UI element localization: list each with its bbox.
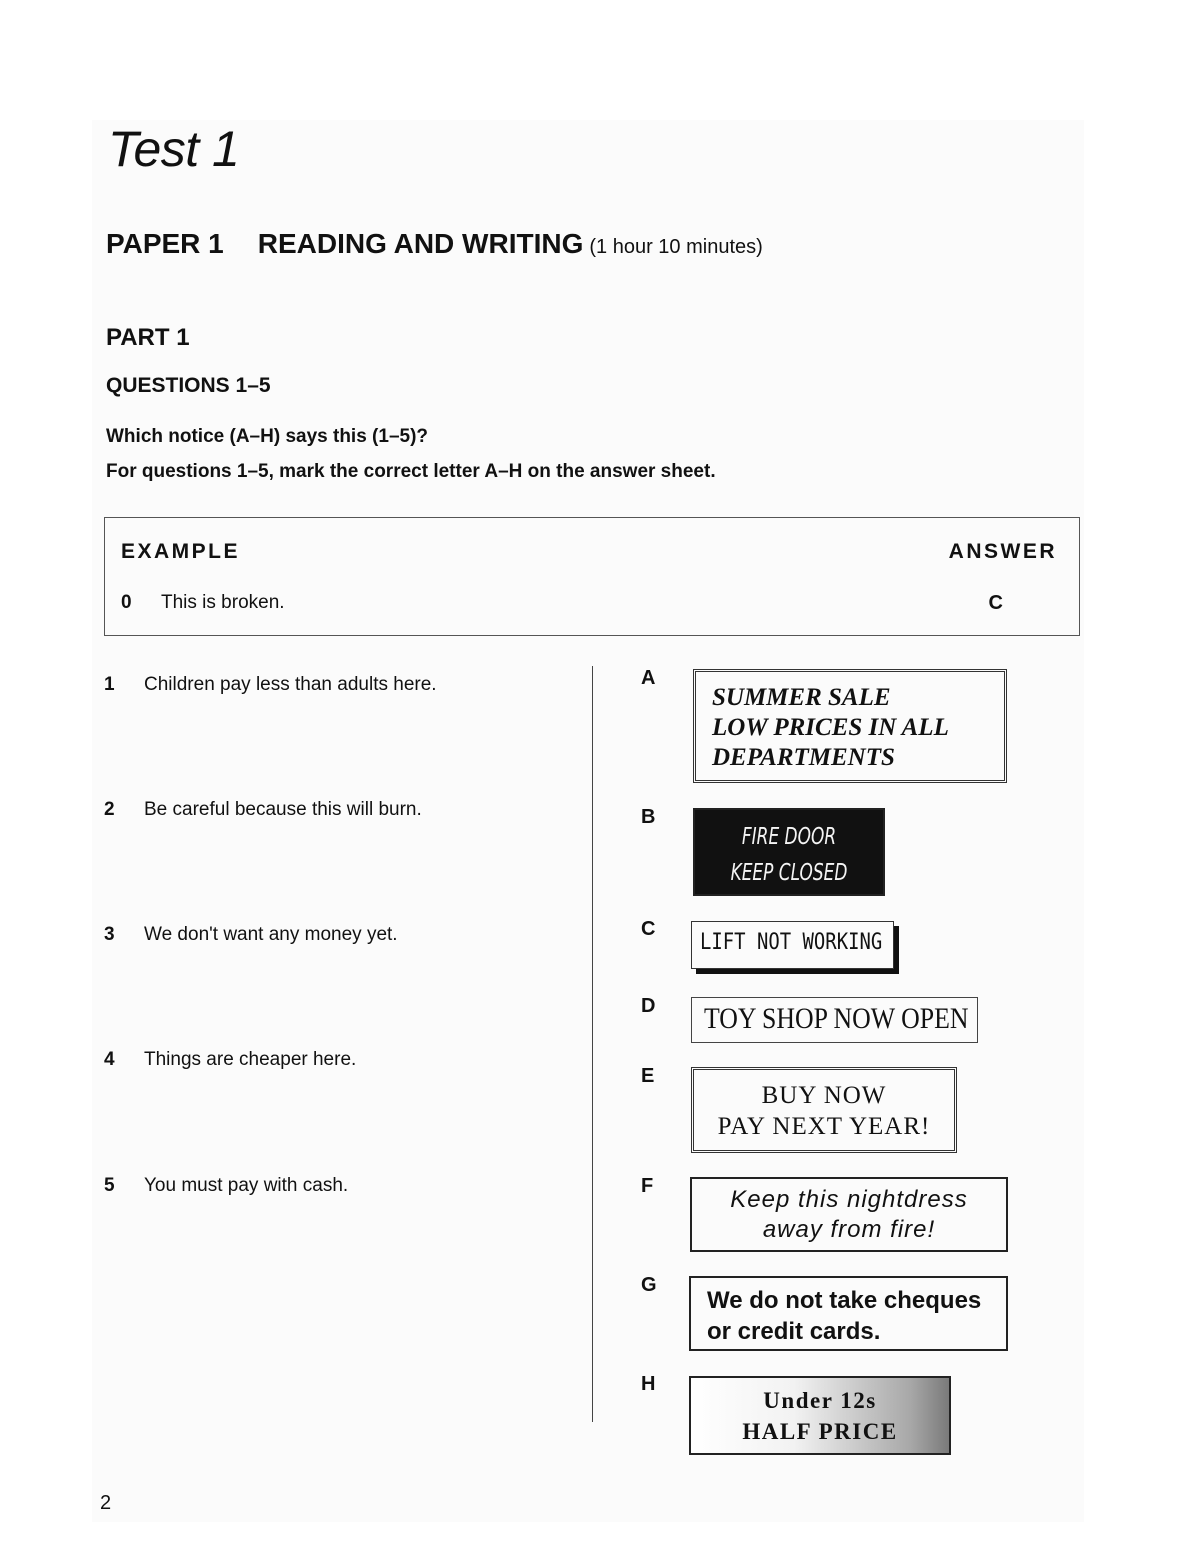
notice-c bbox=[691, 921, 894, 969]
notice-letter: C bbox=[641, 918, 656, 940]
notice-e bbox=[691, 1067, 957, 1153]
column-divider bbox=[592, 666, 593, 1422]
example-label: EXAMPLE bbox=[121, 540, 241, 563]
question-number: 5 bbox=[104, 1175, 115, 1196]
paper-name: READING AND WRITING bbox=[257, 228, 584, 259]
example-box bbox=[104, 517, 1080, 636]
notice-line: DEPARTMENTS bbox=[712, 744, 895, 771]
notice-h bbox=[689, 1376, 951, 1455]
paper-number: PAPER 1 bbox=[106, 228, 224, 259]
page-title: Test 1 bbox=[108, 121, 240, 177]
question-number: 1 bbox=[104, 674, 115, 695]
paper-heading bbox=[106, 228, 763, 260]
question-number: 4 bbox=[104, 1049, 115, 1070]
instruction-line: For questions 1–5, mark the correct letter A–H on the answer sheet. bbox=[106, 461, 716, 482]
notice-line: HALF PRICE bbox=[742, 1419, 898, 1444]
notice-g bbox=[689, 1276, 1008, 1351]
notice-letter: G bbox=[641, 1274, 657, 1296]
notice-letter: E bbox=[641, 1065, 655, 1087]
question-number: 2 bbox=[104, 799, 115, 820]
question-item bbox=[104, 1175, 348, 1197]
question-item bbox=[104, 674, 437, 696]
question-number: 3 bbox=[104, 924, 115, 945]
example-text: This is broken. bbox=[161, 592, 285, 613]
notice-letter: H bbox=[641, 1373, 656, 1395]
question-text: Be careful because this will burn. bbox=[144, 799, 422, 820]
notice-b bbox=[693, 808, 885, 896]
notice-line: TOY SHOP NOW OPEN bbox=[704, 1002, 969, 1035]
notice-line: PAY NEXT YEAR! bbox=[717, 1113, 931, 1140]
notice-f bbox=[690, 1177, 1008, 1252]
notice-line: away from fire! bbox=[762, 1216, 936, 1243]
question-text: We don't want any money yet. bbox=[144, 924, 398, 945]
notice-line: LOW PRICES IN ALL bbox=[712, 714, 949, 741]
notice-line: Keep this nightdress bbox=[730, 1186, 968, 1213]
notice-line: KEEP CLOSED bbox=[730, 860, 848, 886]
question-item bbox=[104, 924, 398, 946]
notice-line: LIFT NOT WORKING bbox=[700, 930, 883, 955]
part-heading: PART 1 bbox=[106, 324, 190, 351]
question-item bbox=[104, 799, 422, 821]
page-number: 2 bbox=[100, 1492, 112, 1514]
paper-duration: (1 hour 10 minutes) bbox=[589, 236, 763, 258]
question-item bbox=[104, 1049, 356, 1071]
notice-letter: F bbox=[641, 1175, 654, 1197]
instruction-line: Which notice (A–H) says this (1–5)? bbox=[106, 426, 429, 447]
question-text: Children pay less than adults here. bbox=[144, 674, 437, 695]
notice-line: SUMMER SALE bbox=[712, 684, 891, 711]
question-text: Things are cheaper here. bbox=[144, 1049, 357, 1070]
example-answer: C bbox=[988, 592, 1003, 614]
notice-letter: B bbox=[641, 806, 656, 828]
notice-letter: A bbox=[641, 667, 656, 689]
example-number: 0 bbox=[121, 592, 132, 613]
notice-line: Under 12s bbox=[763, 1388, 877, 1413]
notice-a bbox=[693, 669, 1007, 783]
questions-heading: QUESTIONS 1–5 bbox=[106, 374, 271, 397]
notice-letter: D bbox=[641, 995, 656, 1017]
notice-line: or credit cards. bbox=[707, 1318, 881, 1345]
answer-label: ANSWER bbox=[948, 540, 1057, 563]
notice-line: BUY NOW bbox=[761, 1082, 887, 1109]
notice-line: We do not take cheques bbox=[707, 1287, 982, 1314]
notice-d bbox=[691, 997, 978, 1043]
notice-line: FIRE DOOR bbox=[741, 824, 837, 850]
question-text: You must pay with cash. bbox=[144, 1175, 349, 1196]
